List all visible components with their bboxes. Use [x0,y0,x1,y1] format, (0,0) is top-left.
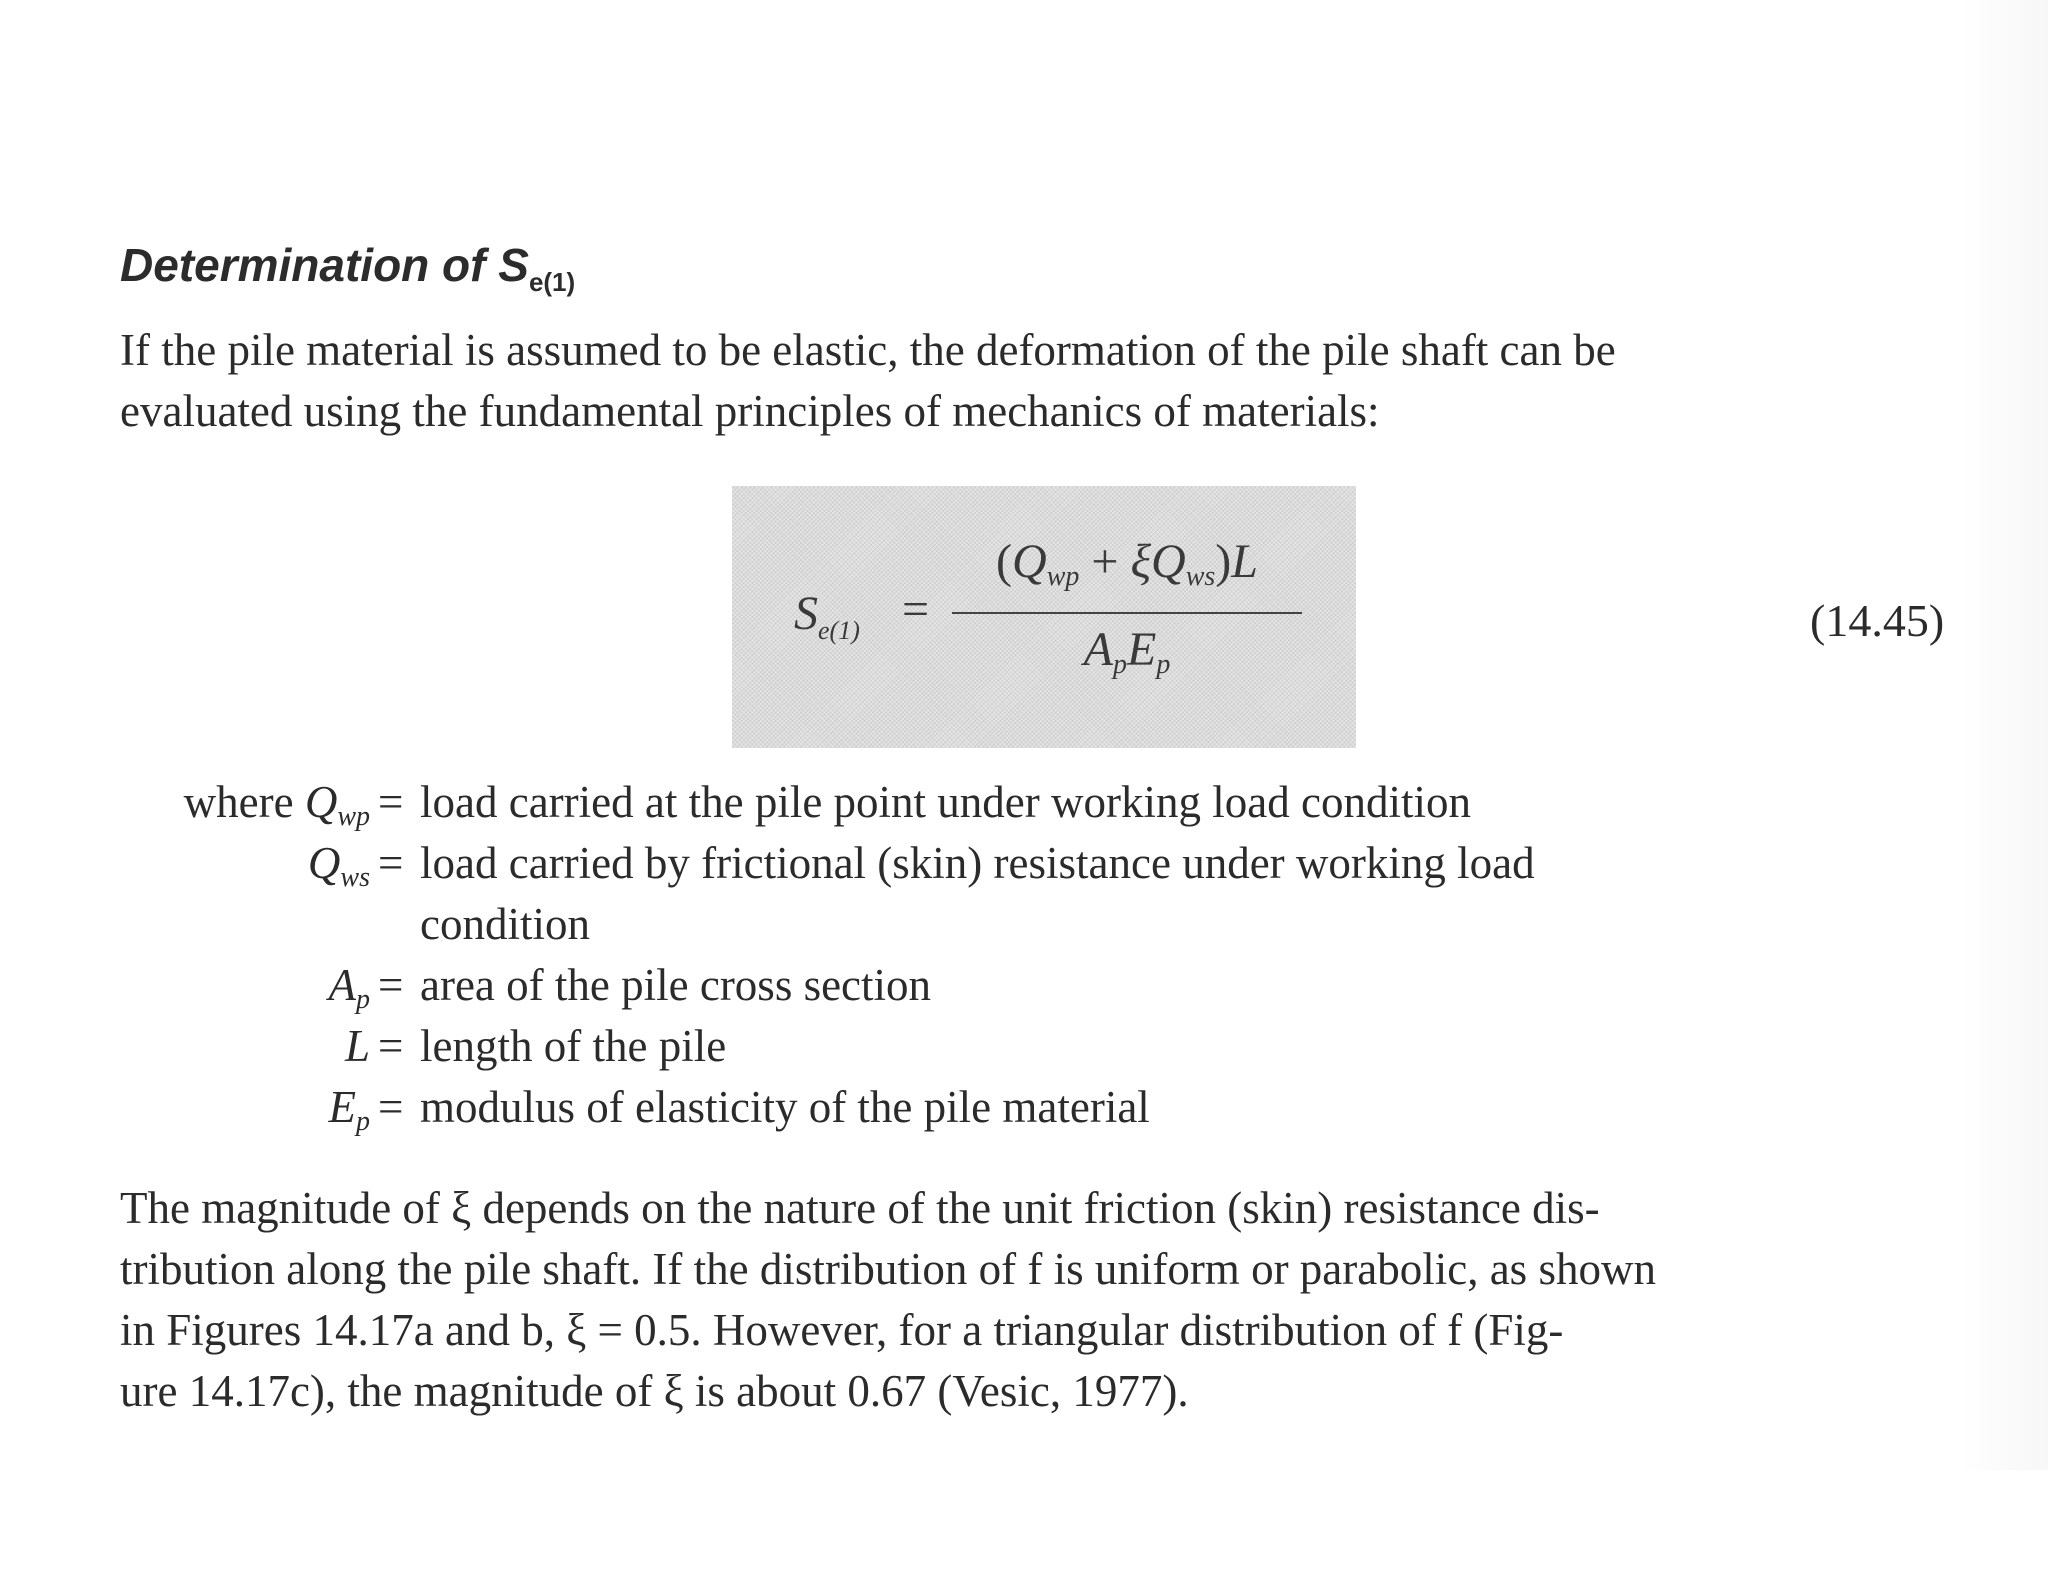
definition-text: area of the pile cross section [420,960,932,1010]
definition-equals: = [378,1021,404,1071]
equation-number: (14.45) [1810,595,1945,646]
scan-edge-shadow [1960,0,2048,1470]
definition-symbol [345,1020,370,1077]
lhs-symbol: S [794,587,818,640]
intro-line-1: If the pile material is assumed to be elastic, the deformation of the pile shaft can be [120,325,1616,375]
heading-subscript: e(1) [528,267,576,297]
symbol-main: A [328,960,356,1010]
fraction-bar [952,612,1302,614]
heading-text: Determination of S [120,239,529,291]
definition-symbol [184,776,370,833]
definition-symbol [308,837,370,894]
equation-numerator [952,534,1302,593]
definition-symbol [329,1081,371,1138]
symbol-subscript: p [356,1106,370,1137]
area-symbol: A [1083,623,1113,676]
q-ws-symbol: Q [1151,535,1186,588]
definition-symbol [329,959,371,1016]
symbol-subscript: p [356,984,370,1015]
area-subscript: p [1113,649,1127,680]
symbol-main: L [344,1021,370,1071]
definition-equals: = [378,960,404,1010]
modulus-symbol: E [1127,623,1157,676]
q-wp-symbol: Q [1012,535,1047,588]
equation-denominator [952,622,1302,681]
q-ws-subscript: ws [1185,561,1216,592]
close-paren: ) [1215,535,1232,588]
definition-text: length of the pile [420,1021,727,1071]
length-symbol: L [1231,535,1258,588]
intro-paragraph [120,320,1616,442]
where-label: where [183,777,305,827]
definition-equals: = [378,777,404,827]
closing-line-4: ure 14.17c), the magnitude of ξ is about 0.67 (Vesic, 1977). [120,1366,1189,1416]
lhs-subscript: e(1) [818,616,860,645]
closing-line-2: tribution along the pile shaft. If the distribution of f is uniform or parabolic, as shown [120,1244,1656,1294]
equation [732,486,1356,748]
definition-equals: = [378,1082,404,1132]
definition-equals: = [378,838,404,888]
modulus-subscript: p [1156,649,1171,680]
closing-line-1: The magnitude of ξ depends on the nature of the unit friction (skin) resistance dis- [120,1183,1600,1233]
open-paren: ( [996,535,1013,588]
intro-line-2: evaluated using the fundamental principles of mechanics of materials: [120,386,1380,436]
equation-lhs [794,586,860,646]
symbol-main: E [328,1082,356,1132]
equation-box [732,486,1356,748]
equals-sign: = [902,583,930,636]
closing-line-3: in Figures 14.17a and b, ξ = 0.5. However, for a triangular distribution of f (Fig- [120,1305,1564,1355]
closing-paragraph [120,1178,1656,1422]
definition-text: load carried by frictional (skin) resistance under working load [420,838,1535,888]
xi-symbol: ξ [1130,535,1152,588]
plus-sign: + [1079,535,1131,588]
definition-text: load carried at the pile point under working load condition [420,777,1471,827]
q-wp-subscript: wp [1046,561,1080,592]
symbol-subscript: wp [337,801,370,832]
symbol-subscript: ws [340,862,370,893]
symbol-main: Q [307,838,341,888]
symbol-main: Q [304,777,338,827]
definition-text: modulus of elasticity of the pile material [420,1082,1150,1132]
definition-text: condition [420,899,590,949]
section-heading [120,238,575,298]
